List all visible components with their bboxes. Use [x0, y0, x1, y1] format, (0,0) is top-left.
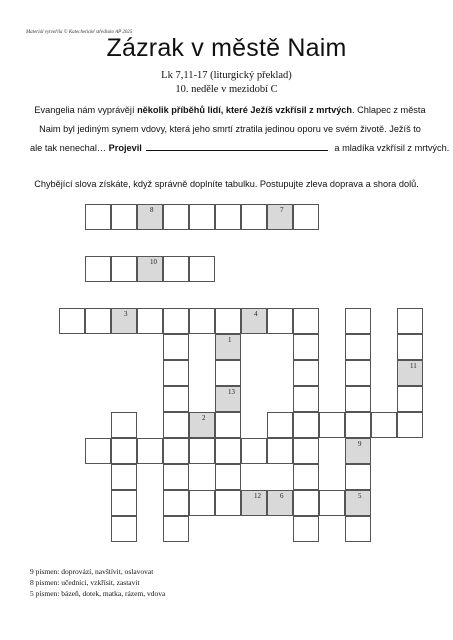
answer-blank[interactable] — [146, 142, 328, 151]
crossword-cell[interactable] — [215, 490, 241, 516]
crossword-cell[interactable] — [267, 438, 293, 464]
bible-reference: Lk 7,11-17 (liturgický překlad) — [161, 70, 292, 81]
crossword-cell[interactable] — [111, 490, 137, 516]
crossword-cell[interactable] — [111, 516, 137, 542]
crossword-cell[interactable] — [163, 438, 189, 464]
crossword-cell[interactable] — [189, 308, 215, 334]
intro-line-2: Naim byl jediným synem vdovy, která jeho smrtí ztratila jedinou oporu ve svém životě. Ježíš to — [39, 124, 421, 134]
cell-number: 10 — [150, 258, 157, 266]
crossword-cell[interactable] — [397, 334, 423, 360]
intro-text: Evangelia nám vyprávějí — [34, 105, 138, 115]
crossword-cell[interactable] — [189, 438, 215, 464]
cell-number: 4 — [254, 310, 258, 318]
crossword-cell[interactable] — [163, 412, 189, 438]
crossword-cell[interactable] — [293, 464, 319, 490]
crossword-cell[interactable] — [215, 308, 241, 334]
crossword-cell-11[interactable] — [397, 360, 423, 386]
intro-bold-text: několik příběhů lidí, které Ježíš vzkřísil z mrtvých — [137, 105, 353, 115]
cell-number: 13 — [228, 388, 235, 396]
crossword-cell[interactable] — [111, 204, 137, 230]
crossword-cell[interactable] — [189, 490, 215, 516]
cell-number: 2 — [202, 414, 206, 422]
crossword-cell[interactable] — [163, 334, 189, 360]
word-hints — [30, 566, 165, 599]
crossword-cell[interactable] — [345, 464, 371, 490]
crossword-cell[interactable] — [371, 412, 397, 438]
crossword-cell-13[interactable] — [215, 386, 241, 412]
intro-text: . Chlapec z města — [352, 105, 426, 115]
intro-text: a mladíka vzkřísil z mrtvých. — [331, 143, 450, 153]
crossword-cell[interactable] — [111, 256, 137, 282]
crossword-cell[interactable] — [293, 204, 319, 230]
intro-paragraph — [30, 101, 450, 158]
crossword-cell[interactable] — [319, 412, 345, 438]
cell-number: 7 — [280, 206, 284, 214]
crossword-cell-1[interactable] — [215, 334, 241, 360]
crossword-cell[interactable] — [345, 334, 371, 360]
crossword-cell[interactable] — [85, 256, 111, 282]
crossword-cell[interactable] — [85, 204, 111, 230]
crossword-cell[interactable] — [397, 386, 423, 412]
crossword-cell[interactable] — [163, 308, 189, 334]
crossword-cell[interactable] — [59, 308, 85, 334]
crossword-cell-8[interactable] — [137, 204, 163, 230]
crossword-cell[interactable] — [241, 204, 267, 230]
crossword-cell-5[interactable] — [345, 490, 371, 516]
crossword-cell[interactable] — [137, 438, 163, 464]
crossword-cell[interactable] — [163, 490, 189, 516]
hint-line: 8 písmen: učedníci, vzkřísit, zastavit — [30, 578, 140, 587]
crossword-cell[interactable] — [293, 360, 319, 386]
crossword-cell[interactable] — [137, 308, 163, 334]
crossword-cell[interactable] — [293, 334, 319, 360]
crossword-cell[interactable] — [319, 490, 345, 516]
crossword-cell-7[interactable] — [267, 204, 293, 230]
crossword-cell[interactable] — [163, 386, 189, 412]
crossword-cell-6[interactable] — [267, 490, 293, 516]
cell-number: 6 — [280, 492, 284, 500]
crossword-cell[interactable] — [293, 308, 319, 334]
crossword-cell[interactable] — [163, 256, 189, 282]
crossword-cell[interactable] — [111, 464, 137, 490]
crossword-cell[interactable] — [397, 308, 423, 334]
crossword-cell[interactable] — [215, 412, 241, 438]
crossword-cell[interactable] — [189, 256, 215, 282]
crossword-cell-2[interactable] — [189, 412, 215, 438]
cell-number: 1 — [228, 336, 232, 344]
copyright-note: Materiál vytvořila © Katechetické středisko AP 2025 — [26, 30, 133, 35]
crossword-cell[interactable] — [163, 464, 189, 490]
crossword-cell[interactable] — [189, 204, 215, 230]
crossword-cell[interactable] — [163, 516, 189, 542]
crossword-cell-3[interactable] — [111, 308, 137, 334]
liturgical-sunday: 10. neděle v mezidobí C — [175, 84, 278, 95]
crossword-cell[interactable] — [111, 412, 137, 438]
crossword-cell[interactable] — [293, 490, 319, 516]
crossword-cell[interactable] — [345, 308, 371, 334]
crossword-cell-9[interactable] — [345, 438, 371, 464]
crossword-cell[interactable] — [293, 412, 319, 438]
cell-number: 3 — [124, 310, 128, 318]
crossword-cell[interactable] — [241, 438, 267, 464]
cell-number: 11 — [410, 362, 417, 370]
crossword-cell[interactable] — [345, 360, 371, 386]
crossword-cell[interactable] — [397, 412, 423, 438]
crossword-cell[interactable] — [345, 412, 371, 438]
crossword-cell[interactable] — [267, 412, 293, 438]
worksheet-title: Zázrak v městě Naim — [106, 34, 347, 62]
crossword-cell[interactable] — [345, 516, 371, 542]
intro-text: ale tak nenechal… — [30, 143, 109, 153]
crossword-cell[interactable] — [111, 438, 137, 464]
hint-line: 9 písmen: doprovází, navštívit, oslavovat — [30, 567, 154, 576]
hint-line: 5 písmen: bázeň, dotek, matka, rázem, vdova — [30, 589, 166, 598]
crossword-cell-12[interactable] — [241, 490, 267, 516]
cell-number: 5 — [358, 492, 362, 500]
crossword-cell[interactable] — [345, 386, 371, 412]
crossword-cell-10[interactable] — [137, 256, 163, 282]
instructions: Chybějící slova získáte, když správně doplníte tabulku. Postupujte zleva doprava a shora dolů. — [34, 179, 419, 189]
crossword-cell[interactable] — [215, 464, 241, 490]
intro-line-3 — [30, 139, 450, 158]
cell-number: 9 — [358, 440, 362, 448]
intro-bold-text: Projevil — [108, 143, 142, 153]
crossword-cell[interactable] — [85, 438, 111, 464]
crossword-cell[interactable] — [163, 360, 189, 386]
crossword-cell[interactable] — [293, 516, 319, 542]
cell-number: 12 — [254, 492, 261, 500]
crossword-cell[interactable] — [163, 204, 189, 230]
crossword-cell[interactable] — [293, 386, 319, 412]
crossword-cell-4[interactable] — [241, 308, 267, 334]
crossword-cell[interactable] — [293, 438, 319, 464]
crossword-cell[interactable] — [215, 204, 241, 230]
cell-number: 8 — [150, 206, 154, 214]
intro-line-1 — [30, 101, 430, 120]
crossword-cell[interactable] — [215, 438, 241, 464]
crossword-cell[interactable] — [215, 360, 241, 386]
crossword-cell[interactable] — [85, 308, 111, 334]
crossword-cell[interactable] — [267, 308, 293, 334]
